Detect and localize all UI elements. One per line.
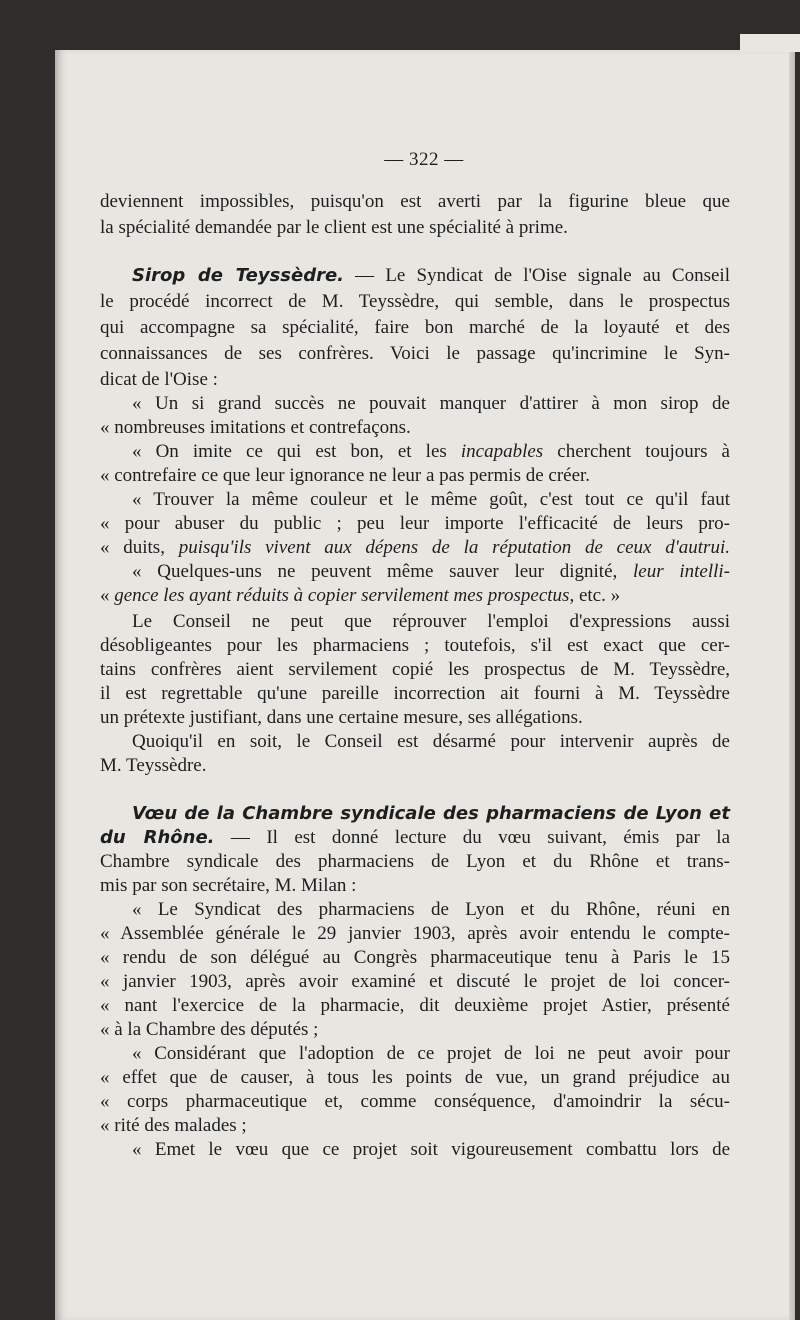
page-edge: [789, 50, 795, 1320]
text-line: « Emet le vœu que ce projet soit vigoureusement combattu lors de: [132, 1139, 730, 1160]
text-line: la spécialité demandée par le client est une spécialité à prime.: [100, 217, 568, 238]
text-line: un prétexte justifiant, dans une certaine mesure, ses allégations.: [100, 707, 583, 728]
text-line: tains confrères aient servilement copié les prospectus de M. Teyssèdre,: [100, 659, 730, 680]
text-line: il est regrettable qu'une pareille incorrection ait fourni à M. Teyssèdre: [100, 683, 730, 704]
text-line: deviennent impossibles, puisqu'on est averti par la figurine bleue que: [100, 191, 730, 212]
text-line: « Un si grand succès ne pouvait manquer d'attirer à mon sirop de: [132, 393, 730, 414]
text-line: Chambre syndicale des pharmaciens de Lyon et du Rhône et trans-: [100, 851, 730, 872]
text-line: connaissances de ses confrères. Voici le passage qu'incrimine le Syn-: [100, 343, 730, 364]
text-line: du Rhône. — Il est donné lecture du vœu suivant, émis par la: [100, 827, 730, 848]
text-line: « nant l'exercice de la pharmacie, dit deuxième projet Astier, présenté: [100, 995, 730, 1016]
text-line: « nombreuses imitations et contrefaçons.: [100, 417, 411, 438]
page-tab: [740, 34, 800, 52]
text-line: « à la Chambre des députés ;: [100, 1019, 319, 1040]
text-line: « Assemblée générale le 29 janvier 1903, après avoir entendu le compte-: [100, 923, 730, 944]
text-line: M. Teyssèdre.: [100, 755, 207, 776]
text-line: « effet que de causer, à tous les points de vue, un grand préjudice au: [100, 1067, 730, 1088]
text-line: Le Conseil ne peut que réprouver l'emploi d'expressions aussi: [132, 611, 730, 632]
page-number: — 322 —: [384, 149, 464, 170]
text-line: « Considérant que l'adoption de ce projet de loi ne peut avoir pour: [132, 1043, 730, 1064]
text-line: « corps pharmaceutique et, comme conséquence, d'amoindrir la sécu-: [100, 1091, 730, 1112]
text-line: le procédé incorrect de M. Teyssèdre, qui semble, dans le prospectus: [100, 291, 730, 312]
text-line: « gence les ayant réduits à copier servilement mes prospectus, etc. »: [100, 585, 621, 606]
text-line: « pour abuser du public ; peu leur importe l'efficacité de leurs pro-: [100, 513, 730, 534]
text-line: « duits, puisqu'ils vivent aux dépens de la réputation de ceux d'autrui.: [100, 537, 730, 558]
section-heading: Vœu de la Chambre syndicale des pharmaciens de Lyon et: [132, 803, 730, 824]
text-line: mis par son secrétaire, M. Milan :: [100, 875, 357, 896]
section-heading: du Rhône.: [100, 827, 215, 848]
text-line: « Quelques-uns ne peuvent même sauver leur dignité, leur intelli-: [132, 561, 730, 582]
text-line: Quoiqu'il en soit, le Conseil est désarmé pour intervenir auprès de: [132, 731, 730, 752]
text-line: « contrefaire ce que leur ignorance ne leur a pas permis de créer.: [100, 465, 591, 486]
text-line: « Le Syndicat des pharmaciens de Lyon et du Rhône, réuni en: [132, 899, 730, 920]
text-line: « Trouver la même couleur et le même goût, c'est tout ce qu'il faut: [132, 489, 730, 510]
text-line: « rendu de son délégué au Congrès pharmaceutique tenu à Paris le 15: [100, 947, 730, 968]
text-line: « rité des malades ;: [100, 1115, 247, 1136]
text-line: désobligeantes pour les pharmaciens ; toutefois, s'il est exact que cer-: [100, 635, 730, 656]
text-line: « On imite ce qui est bon, et les incapables cherchent toujours à: [132, 441, 730, 462]
text-line: « janvier 1903, après avoir examiné et discuté le projet de loi concer-: [100, 971, 730, 992]
text-line: qui accompagne sa spécialité, faire bon marché de la loyauté et des: [100, 317, 730, 338]
text-line: dicat de l'Oise :: [100, 369, 218, 390]
text-line: [100, 802, 730, 826]
text-line: Sirop de Teyssèdre. — Le Syndicat de l'Oise signale au Conseil: [132, 265, 730, 286]
section-heading: Sirop de Teyssèdre.: [132, 265, 345, 286]
